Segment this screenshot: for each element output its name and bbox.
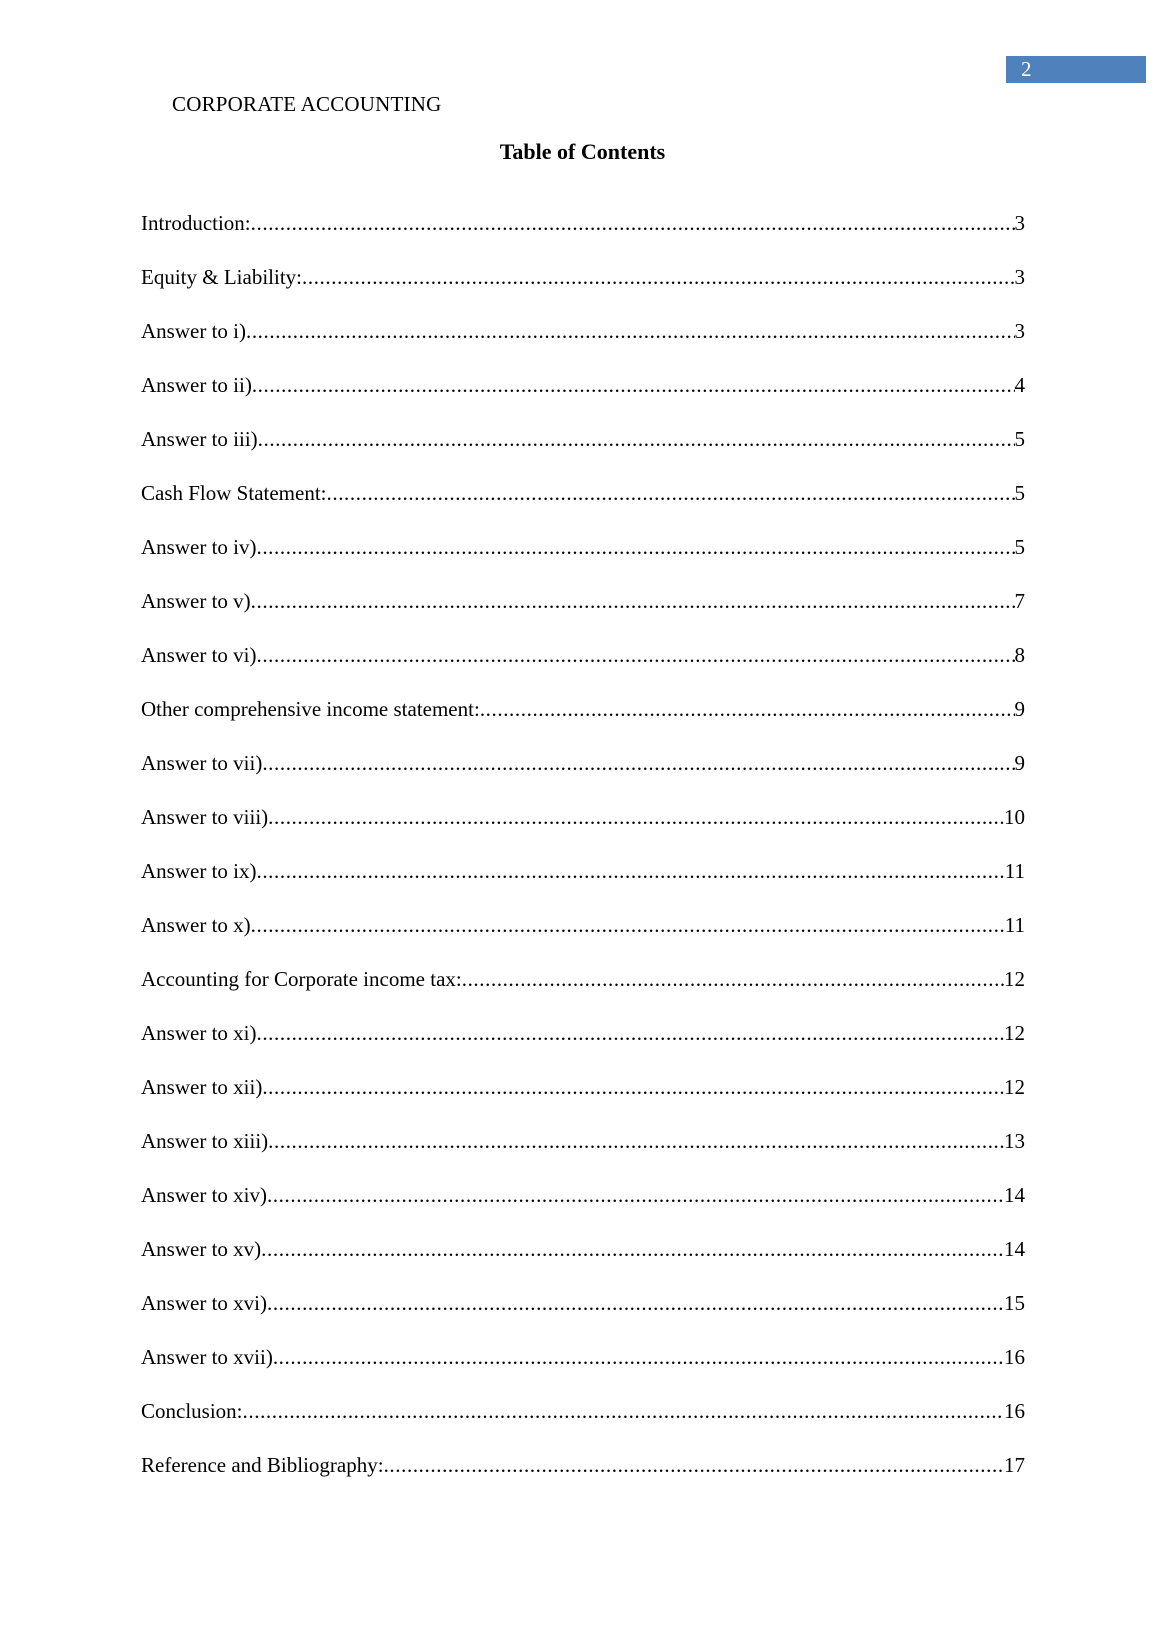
toc-entry[interactable] <box>141 859 1025 913</box>
toc-entry[interactable] <box>141 373 1025 427</box>
toc-entry-page-number[interactable]: 17 <box>1004 1453 1025 1477</box>
toc-entry-label[interactable]: Answer to xvii) <box>141 1345 273 1369</box>
toc-dot-leader <box>243 1399 1004 1424</box>
toc-entry-label[interactable]: Answer to xii) <box>141 1075 263 1099</box>
toc-dot-leader <box>256 535 1014 560</box>
toc-entry-page-number[interactable]: 14 <box>1004 1183 1025 1207</box>
toc-entry-label[interactable]: Answer to ix) <box>141 859 257 883</box>
toc-entry[interactable] <box>141 1345 1025 1399</box>
page-number-badge <box>1006 56 1146 83</box>
toc-entry[interactable] <box>141 1129 1025 1183</box>
toc-entry-page-number[interactable]: 5 <box>1014 535 1025 559</box>
toc-entry[interactable] <box>141 535 1025 589</box>
toc-dot-leader <box>262 751 1014 776</box>
toc-dot-leader <box>268 1129 1004 1154</box>
toc-dot-leader <box>251 589 1015 614</box>
toc-dot-leader <box>267 1183 1004 1208</box>
toc-entry[interactable] <box>141 967 1025 1021</box>
toc-heading: Table of Contents <box>499 139 666 164</box>
toc-entry[interactable] <box>141 265 1025 319</box>
toc-entry[interactable] <box>141 1075 1025 1129</box>
toc-entry-label[interactable]: Accounting for Corporate income tax: <box>141 967 462 991</box>
toc-dot-leader <box>327 481 1015 506</box>
toc-entry-label[interactable]: Answer to viii) <box>141 805 269 829</box>
toc-entry[interactable] <box>141 481 1025 535</box>
toc-entry[interactable] <box>141 589 1025 643</box>
toc-entry-page-number[interactable]: 5 <box>1014 481 1025 505</box>
toc-entry-label[interactable]: Answer to xv) <box>141 1237 262 1261</box>
toc-entry[interactable] <box>141 913 1025 967</box>
toc-entry[interactable] <box>141 1453 1025 1507</box>
toc-entry-page-number[interactable]: 3 <box>1014 211 1025 235</box>
toc-dot-leader <box>261 1237 1004 1262</box>
toc-entry-page-number[interactable]: 11 <box>1004 913 1025 937</box>
toc-entry[interactable] <box>141 1399 1025 1453</box>
toc-entry-label[interactable]: Answer to xvi) <box>141 1291 267 1315</box>
toc-entry[interactable] <box>141 1183 1025 1237</box>
toc-entry-label[interactable]: Answer to xiii) <box>141 1129 269 1153</box>
toc-entry-label[interactable]: Answer to i) <box>141 319 246 343</box>
toc-entry-page-number[interactable]: 16 <box>1004 1345 1025 1369</box>
toc-entry[interactable] <box>141 319 1025 373</box>
page-number: 2 <box>1021 57 1032 81</box>
toc-entry-label[interactable]: Answer to x) <box>141 913 251 937</box>
toc-entry-page-number[interactable]: 3 <box>1014 319 1025 343</box>
toc-entry[interactable] <box>141 697 1025 751</box>
toc-entry[interactable] <box>141 751 1025 805</box>
toc-dot-leader <box>251 913 1005 938</box>
toc-entry-page-number[interactable]: 12 <box>1004 1075 1025 1099</box>
toc-entry-page-number[interactable]: 11 <box>1004 859 1025 883</box>
toc-entry-label[interactable]: Equity & Liability: <box>141 265 302 289</box>
toc-entry[interactable] <box>141 1291 1025 1345</box>
toc-dot-leader <box>258 427 1015 452</box>
toc-entry-label[interactable]: Answer to xiv) <box>141 1183 267 1207</box>
toc-dot-leader <box>262 1075 1004 1100</box>
toc-dot-leader <box>256 643 1014 668</box>
toc-entry-page-number[interactable]: 13 <box>1004 1129 1025 1153</box>
toc-dot-leader <box>268 805 1004 830</box>
toc-entry-label[interactable]: Answer to vi) <box>141 643 257 667</box>
toc-entry-label[interactable]: Other comprehensive income statement: <box>141 697 480 721</box>
toc-entry[interactable] <box>141 427 1025 481</box>
toc-entry-label[interactable]: Answer to v) <box>141 589 251 613</box>
toc-entry-label[interactable]: Answer to xi) <box>141 1021 257 1045</box>
toc-entry-label[interactable]: Answer to iv) <box>141 535 257 559</box>
running-header-title: CORPORATE ACCOUNTING <box>172 92 442 116</box>
toc-dot-leader <box>480 697 1015 722</box>
toc-entry-page-number[interactable]: 15 <box>1004 1291 1025 1315</box>
toc-entry[interactable] <box>141 643 1025 697</box>
toc-entry-page-number[interactable]: 5 <box>1014 427 1025 451</box>
toc-entry[interactable] <box>141 805 1025 859</box>
toc-entry-page-number[interactable]: 9 <box>1014 697 1025 721</box>
toc-entry-page-number[interactable]: 14 <box>1004 1237 1025 1261</box>
toc-entry-page-number[interactable]: 12 <box>1004 967 1025 991</box>
toc-entry-page-number[interactable]: 7 <box>1014 589 1025 613</box>
toc-dot-leader <box>252 373 1015 398</box>
toc-dot-leader <box>256 1021 1004 1046</box>
toc-entry-page-number[interactable]: 4 <box>1014 373 1025 397</box>
toc-dot-leader <box>267 1291 1004 1316</box>
toc-entry-page-number[interactable]: 9 <box>1014 751 1025 775</box>
toc-dot-leader <box>302 265 1015 290</box>
toc-entry-label[interactable]: Answer to vii) <box>141 751 263 775</box>
toc-entry-page-number[interactable]: 3 <box>1014 265 1025 289</box>
toc-entry-page-number[interactable]: 10 <box>1004 805 1025 829</box>
toc-entry-label[interactable]: Conclusion: <box>141 1399 243 1423</box>
toc-entry-page-number[interactable]: 12 <box>1004 1021 1025 1045</box>
toc-entry-label[interactable]: Reference and Bibliography: <box>141 1453 384 1477</box>
toc-entry[interactable] <box>141 1237 1025 1291</box>
toc-dot-leader <box>251 211 1015 236</box>
toc-dot-leader <box>384 1453 1004 1478</box>
toc-dot-leader <box>256 859 1004 884</box>
toc-entry-label[interactable]: Answer to ii) <box>141 373 252 397</box>
toc-entry-page-number[interactable]: 16 <box>1004 1399 1025 1423</box>
toc-entry-label[interactable]: Cash Flow Statement: <box>141 481 327 505</box>
toc-entry[interactable] <box>141 211 1025 265</box>
toc-entry-label[interactable]: Introduction: <box>141 211 251 235</box>
toc-entry-page-number[interactable]: 8 <box>1014 643 1025 667</box>
table-of-contents <box>141 211 1025 1507</box>
toc-dot-leader <box>273 1345 1004 1370</box>
toc-entry[interactable] <box>141 1021 1025 1075</box>
toc-dot-leader <box>246 319 1015 344</box>
toc-dot-leader <box>462 967 1004 992</box>
toc-entry-label[interactable]: Answer to iii) <box>141 427 258 451</box>
